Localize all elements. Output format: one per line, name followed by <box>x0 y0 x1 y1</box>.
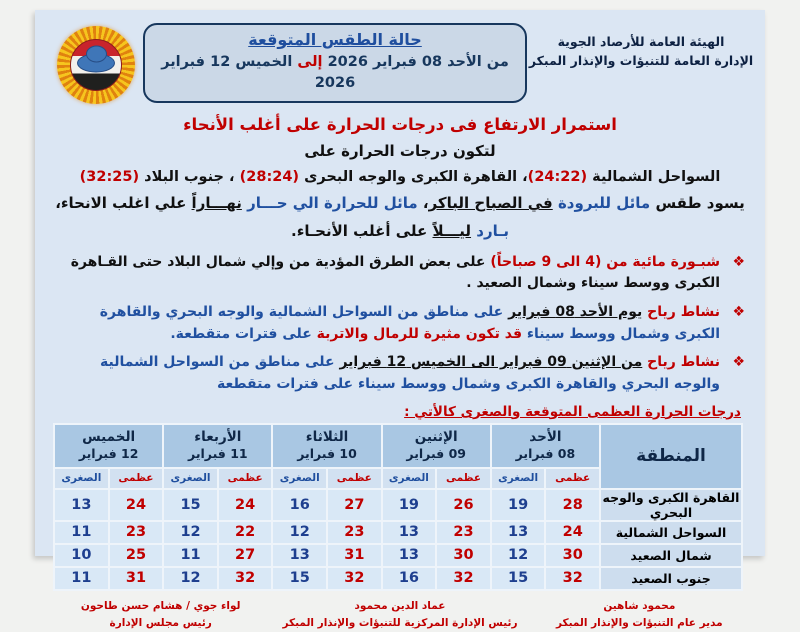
max-temp-cell: 32 <box>218 567 273 590</box>
day-header-4 <box>54 424 163 468</box>
max-temp-cell: 24 <box>109 489 164 521</box>
day-name: الأحد <box>529 428 562 445</box>
signature-director-forecasts <box>520 598 759 632</box>
agency-line1: الهيئة العامة للأرصاد الجوية <box>557 34 725 49</box>
forecast-period <box>157 52 513 94</box>
text-segment: ، <box>417 194 429 213</box>
text-segment: يسود طقس <box>650 194 745 213</box>
min-label: الصغرى <box>54 468 109 489</box>
region-name-cell: جنوب الصعيد <box>600 567 742 590</box>
signature-name: عماد الدين محمود <box>354 599 446 612</box>
region-name-cell: السواحل الشمالية <box>600 521 742 544</box>
text-segment: بـارد <box>471 222 509 241</box>
day-header-2 <box>272 424 381 468</box>
warning-text <box>100 304 720 342</box>
text-segment: ، جنوب البلاد <box>139 168 240 185</box>
temperature-table <box>53 423 743 591</box>
table-row <box>54 544 742 567</box>
warning-text <box>100 354 720 392</box>
text-segment: علي اغلب الانحاء، <box>55 194 192 213</box>
agency-line2: الإدارة العامة للتنبؤات والإنذار المبكر <box>528 53 754 69</box>
text-segment: نهـــاراً <box>191 194 242 213</box>
signature-board-chairman <box>41 598 280 632</box>
max-temp-cell: 30 <box>545 544 600 567</box>
min-temp-cell: 13 <box>382 544 437 567</box>
text-segment: مائل للبرودة <box>552 194 651 213</box>
meteorology-authority-logo-icon <box>57 26 135 104</box>
max-temp-cell: 32 <box>545 567 600 590</box>
min-temp-cell: 15 <box>272 567 327 590</box>
signatures-footer <box>35 591 765 632</box>
table-head <box>54 424 742 489</box>
max-temp-cell: 23 <box>109 521 164 544</box>
max-temp-cell: 32 <box>436 567 491 590</box>
text-segment: من الإثنين 09 فبراير الى الخميس 12 فبراير <box>339 354 643 371</box>
max-temp-cell: 27 <box>327 489 382 521</box>
max-temp-cell: 30 <box>436 544 491 567</box>
temperature-table-note: درجات الحرارة العظمى المتوقعة والصغرى كالأتي : <box>404 403 741 420</box>
bullet-diamond-icon: ❖ <box>732 354 745 371</box>
warning-item-wind-sunday <box>61 302 745 345</box>
table-row <box>54 521 742 544</box>
logo-area <box>49 23 143 104</box>
region-column-header: المنطقة <box>600 424 742 489</box>
min-temp-cell: 12 <box>272 521 327 544</box>
max-label: عظمى <box>327 468 382 489</box>
min-temp-cell: 19 <box>382 489 437 521</box>
text-segment: على مناطق من السواحل الشمالية والوجه البحري والقاهرة الكبرى وشمال ووسط سيناء على فترات متقطعة <box>100 354 720 392</box>
min-temp-cell: 11 <box>54 521 109 544</box>
text-segment: ليـــلاً <box>432 222 472 241</box>
table-row <box>54 567 742 590</box>
max-label: عظمى <box>545 468 600 489</box>
min-temp-cell: 11 <box>54 567 109 590</box>
region-name-cell: القاهرة الكبرى والوجه البحري <box>600 489 742 521</box>
bullet-diamond-icon: ❖ <box>732 303 745 320</box>
min-label: الصغرى <box>382 468 437 489</box>
agency-name-block <box>527 23 755 71</box>
text-segment: الخميس 12 فبراير 2026 <box>161 54 356 92</box>
max-temp-cell: 22 <box>218 521 273 544</box>
min-label: الصغرى <box>272 468 327 489</box>
text-segment: استمرار الارتفاع فى درجات الحرارة على أغلب الأنحاء <box>183 115 617 134</box>
day-date: 11 فبراير <box>188 446 248 462</box>
min-temp-cell: 12 <box>163 567 218 590</box>
max-temp-cell: 26 <box>436 489 491 521</box>
min-temp-cell: 11 <box>163 544 218 567</box>
max-temp-cell: 23 <box>327 521 382 544</box>
min-temp-cell: 15 <box>163 489 218 521</box>
title-box <box>143 23 527 103</box>
logo-cloud-icon <box>77 54 115 73</box>
min-temp-cell: 13 <box>491 521 546 544</box>
text-segment: ، القاهرة الكبرى والوجه البحرى <box>299 168 528 185</box>
text-segment: (24:22) <box>527 168 588 185</box>
warning-item-fog <box>61 252 745 295</box>
max-temp-cell: 24 <box>218 489 273 521</box>
signature-name: محمود شاهين <box>603 599 676 612</box>
text-segment: في الصباح الباكر <box>428 194 553 213</box>
table-header-row <box>54 424 742 468</box>
day-name: الأربعاء <box>194 428 242 445</box>
min-temp-cell: 12 <box>491 544 546 567</box>
min-temp-cell: 19 <box>491 489 546 521</box>
text-segment: على مناطق من السواحل الشمالية والوجه البحري والقاهرة الكبرى وشمال ووسط سيناء <box>99 303 720 342</box>
text-segment: على فترات متقطعة. <box>170 325 312 342</box>
regional-temps-line <box>35 166 765 188</box>
min-temp-cell: 16 <box>382 567 437 590</box>
text-segment: يوم الأحد 08 فبراير <box>508 303 643 320</box>
day-header-3 <box>163 424 272 468</box>
max-temp-cell: 31 <box>327 544 382 567</box>
bullet-diamond-icon: ❖ <box>732 253 745 270</box>
logo-globe <box>70 39 122 91</box>
signature-title: رئيس الإدارة المركزية للتنبؤات والإنذار المبكر <box>282 617 518 629</box>
text-segment: السواحل الشمالية <box>587 168 721 185</box>
min-temp-cell: 13 <box>272 544 327 567</box>
day-date: 10 فبراير <box>297 446 357 462</box>
max-temp-cell: 25 <box>109 544 164 567</box>
weather-description-line1 <box>35 190 765 216</box>
day-header-1 <box>382 424 491 468</box>
warning-text <box>71 254 720 292</box>
warning-item-wind-week <box>61 352 745 395</box>
min-temp-cell: 16 <box>272 489 327 521</box>
text-segment: على بعض الطرق المؤدية من وإلي شمال البلاد حتى القـاهرة الكبرى ووسط سيناء وشمال الصعيد . <box>70 253 720 292</box>
max-temp-cell: 27 <box>218 544 273 567</box>
text-segment: (32:25) <box>79 168 140 185</box>
text-segment: (28:24) <box>239 168 300 185</box>
headline <box>35 113 765 136</box>
temps-intro-line <box>35 140 765 163</box>
min-label: الصغرى <box>491 468 546 489</box>
day-date: 08 فبراير <box>515 446 576 462</box>
signature-title: مدير عام التنبؤات والإنذار المبكر <box>555 617 723 629</box>
max-temp-cell: 24 <box>545 521 600 544</box>
text-segment: إلى <box>297 54 323 70</box>
max-temp-cell: 28 <box>545 489 600 521</box>
min-temp-cell: 10 <box>54 544 109 567</box>
max-temp-cell: 23 <box>436 521 491 544</box>
text-segment: مائل للحرارة الي حـــار <box>241 194 418 213</box>
text-segment: قد تكون مثيرة للرمال والاتربة <box>311 325 523 342</box>
weather-description-line2 <box>35 218 765 244</box>
max-label: عظمى <box>109 468 164 489</box>
day-name: الخميس <box>82 428 136 445</box>
day-name: الإثنين <box>414 428 458 445</box>
region-name-cell: شمال الصعيد <box>600 544 742 567</box>
min-temp-cell: 13 <box>382 521 437 544</box>
table-row <box>54 489 742 521</box>
max-temp-cell: 31 <box>109 567 164 590</box>
min-label: الصغرى <box>163 468 218 489</box>
text-segment: على أغلب الأنحـاء. <box>291 222 433 241</box>
text-segment: من الأحد 08 فبراير 2026 <box>322 54 509 70</box>
bulletin-title: حالة الطقس المتوقعة <box>248 30 422 49</box>
warnings-list <box>35 245 765 396</box>
max-label: عظمى <box>436 468 491 489</box>
min-temp-cell: 12 <box>163 521 218 544</box>
day-date: 12 فبراير <box>78 446 139 462</box>
day-name: الثلاثاء <box>305 428 349 445</box>
min-temp-cell: 13 <box>54 489 109 521</box>
bulletin-header <box>35 10 765 104</box>
bulletin-sheet <box>35 10 765 629</box>
signature-name: لواء جوي / هشام حسن طاحون <box>80 599 241 612</box>
text-segment: نشاط رياح <box>642 354 720 371</box>
day-header-0 <box>491 424 600 468</box>
text-segment: نشاط رياح <box>642 303 720 320</box>
text-segment: لتكون درجات الحرارة على <box>304 142 496 161</box>
day-date: 09 فبراير <box>406 446 466 462</box>
signature-title: رئيس مجلس الإدارة <box>109 617 212 629</box>
min-temp-cell: 15 <box>491 567 546 590</box>
text-segment: شبـورة مائية من (4 الى 9 صباحاً) <box>485 253 720 270</box>
max-label: عظمى <box>218 468 273 489</box>
signature-head-central-admin <box>280 598 519 632</box>
max-temp-cell: 32 <box>327 567 382 590</box>
